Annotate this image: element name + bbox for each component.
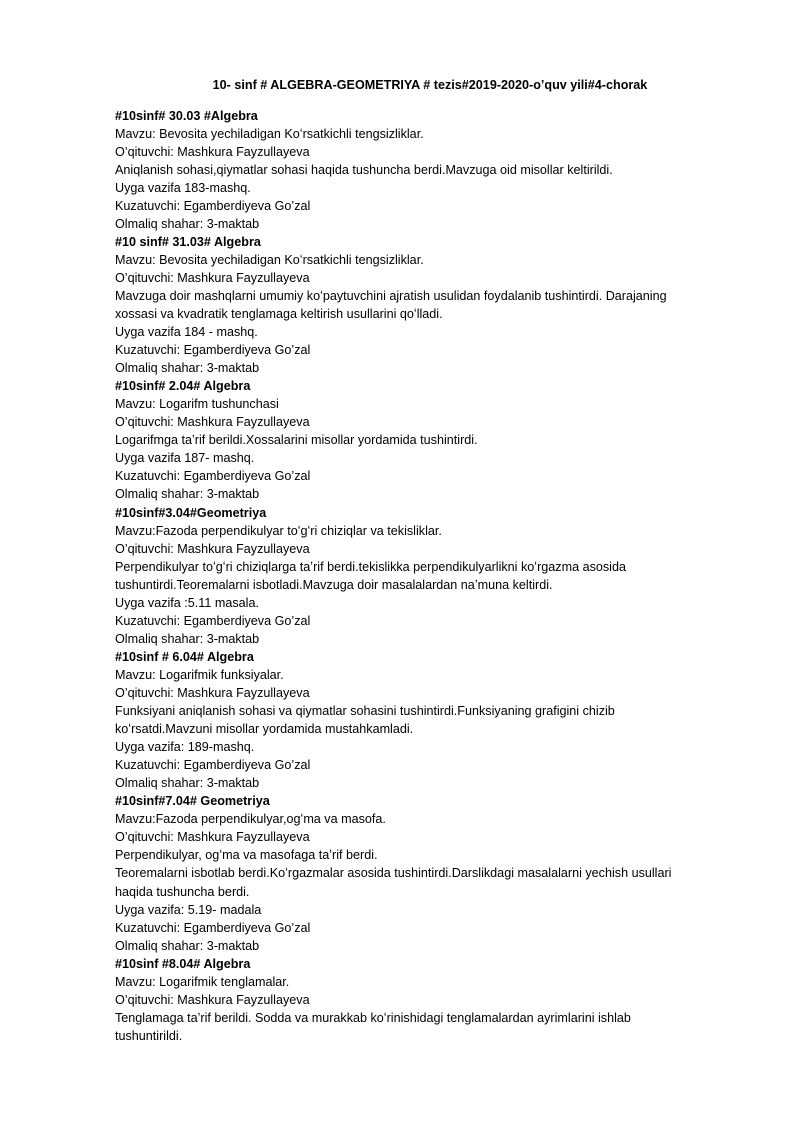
lesson-entry xyxy=(115,792,725,954)
entry-line: tushuntirdi.Teoremalarni isbotladi.Mavzuga doir masalalardan naʼmuna keltirdi. xyxy=(115,577,553,592)
lesson-entry xyxy=(115,377,725,503)
entry-line: Olmaliq shahar: 3-maktab xyxy=(115,361,260,376)
entry-heading: #10sinf#7.04# Geometriya xyxy=(115,794,270,809)
entry-line: Perpendikulyar, ogʻma va masofaga taʼrif berdi. xyxy=(115,848,378,863)
entry-line: Aniqlanish sohasi,qiymatlar sohasi haqida tushuncha berdi.Mavzuga oid misollar keltirildi. xyxy=(115,162,613,177)
entry-line: Uyga vazifa: 5.19- madala xyxy=(115,902,262,917)
entry-line: Mavzu: Logarifm tushunchasi xyxy=(115,397,279,412)
entry-line: Kuzatuvchi: Egamberdiyeva Go’zal xyxy=(115,758,311,773)
entry-line: O’qituvchi: Mashkura Fayzullayeva xyxy=(115,686,310,700)
entry-heading: #10 sinf# 31.03# Algebra xyxy=(115,234,261,249)
entry-line: O’qituvchi: Mashkura Fayzullayeva xyxy=(115,144,310,159)
entry-line: Uyga vazifa: 189-mashq. xyxy=(115,740,255,755)
document-title: 10- sinf # ALGEBRA-GEOMETRIYA # tezis#2019-2020-o’quv yili#4-chorak xyxy=(212,78,648,92)
entry-line: tushuntirildi. xyxy=(115,1028,183,1043)
entry-line: xossasi va kvadratik tenglamaga keltirish usullarini qoʻlladi. xyxy=(115,307,443,322)
entry-line: Olmaliq shahar: 3-maktab xyxy=(115,487,260,502)
document-body xyxy=(115,107,725,1045)
entry-line: Olmaliq shahar: 3-maktab xyxy=(115,938,260,953)
entry-line: Mavzu: Bevosita yechiladigan Koʻrsatkichli tengsizliklar. xyxy=(115,126,424,141)
entry-line: Uyga vazifa 187- mashq. xyxy=(115,451,255,466)
entry-line: Tenglamaga taʼrif berildi. Sodda va murakkab koʻrinishidagi tenglamalardan ayrimlarini ishlab xyxy=(115,1010,631,1025)
lesson-entry xyxy=(115,504,725,648)
lesson-entry xyxy=(115,233,725,377)
entry-line: O’qituvchi: Mashkura Fayzullayeva xyxy=(115,992,310,1007)
entry-line: Mavzuga doir mashqlarni umumiy koʻpaytuvchini ajratish usulidan foydalanib tushintirdi. Darajaning xyxy=(115,288,667,303)
entry-line: Mavzu:Fazoda perpendikulyar,ogʻma va masofa. xyxy=(115,812,386,827)
entry-line: Mavzu: Bevosita yechiladigan Koʻrsatkichli tengsizliklar. xyxy=(115,252,424,267)
entry-line: Perpendikulyar toʻgʻri chiziqlarga taʼrif berdi.tekislikka perpendikulyarlikni koʻrgazma asosida xyxy=(115,559,626,574)
entry-line: Kuzatuvchi: Egamberdiyeva Go’zal xyxy=(115,613,311,628)
entry-line: Teoremalarni isbotlab berdi.Koʻrgazmalar asosida tushintirdi.Darslikdagi masalalarni yechish usullari xyxy=(115,866,672,881)
entry-line: Uyga vazifa :5.11 masala. xyxy=(115,595,259,610)
entry-line: koʻrsatdi.Mavzuni misollar yordamida mustahkamladi. xyxy=(115,722,414,737)
entry-heading: #10sinf #8.04# Algebra xyxy=(115,956,251,971)
entry-heading: #10sinf#3.04#Geometriya xyxy=(115,505,267,520)
entry-heading: #10sinf # 6.04# Algebra xyxy=(115,649,254,664)
entry-line: haqida tushuncha berdi. xyxy=(115,884,250,899)
entry-line: Kuzatuvchi: Egamberdiyeva Go’zal xyxy=(115,469,311,484)
entry-line: Olmaliq shahar: 3-maktab xyxy=(115,631,260,646)
entry-line: Mavzu: Logarifmik funksiyalar. xyxy=(115,667,284,682)
entry-line: Uyga vazifa 184 - mashq. xyxy=(115,325,258,340)
entry-line: Olmaliq shahar: 3-maktab xyxy=(115,216,260,231)
entry-heading: #10sinf# 30.03 #Algebra xyxy=(115,108,258,123)
entry-line: Kuzatuvchi: Egamberdiyeva Go’zal xyxy=(115,343,311,358)
entry-line: Uyga vazifa 183-mashq. xyxy=(115,180,251,195)
entry-line: Kuzatuvchi: Egamberdiyeva Go’zal xyxy=(115,920,311,935)
entry-line: Funksiyani aniqlanish sohasi va qiymatlar sohasini tushintirdi.Funksiyaning grafigini chizib xyxy=(115,704,615,719)
lesson-entry xyxy=(115,107,725,233)
entry-line: O’qituvchi: Mashkura Fayzullayeva xyxy=(115,541,310,556)
entry-line: Kuzatuvchi: Egamberdiyeva Go’zal xyxy=(115,198,311,213)
entry-heading: #10sinf# 2.04# Algebra xyxy=(115,379,251,394)
entry-line: Olmaliq shahar: 3-maktab xyxy=(115,776,260,791)
entry-line: Logarifmga taʼrif berildi.Xossalarini misollar yordamida tushintirdi. xyxy=(115,433,478,448)
entry-line: O’qituvchi: Mashkura Fayzullayeva xyxy=(115,415,310,430)
entry-line: Mavzu: Logarifmik tenglamalar. xyxy=(115,974,290,989)
entry-line: O’qituvchi: Mashkura Fayzullayeva xyxy=(115,270,310,285)
entry-line: O’qituvchi: Mashkura Fayzullayeva xyxy=(115,830,310,845)
entry-line: Mavzu:Fazoda perpendikulyar toʻgʻri chiziqlar va tekisliklar. xyxy=(115,523,442,538)
lesson-entry xyxy=(115,648,725,792)
lesson-entry xyxy=(115,955,725,1045)
